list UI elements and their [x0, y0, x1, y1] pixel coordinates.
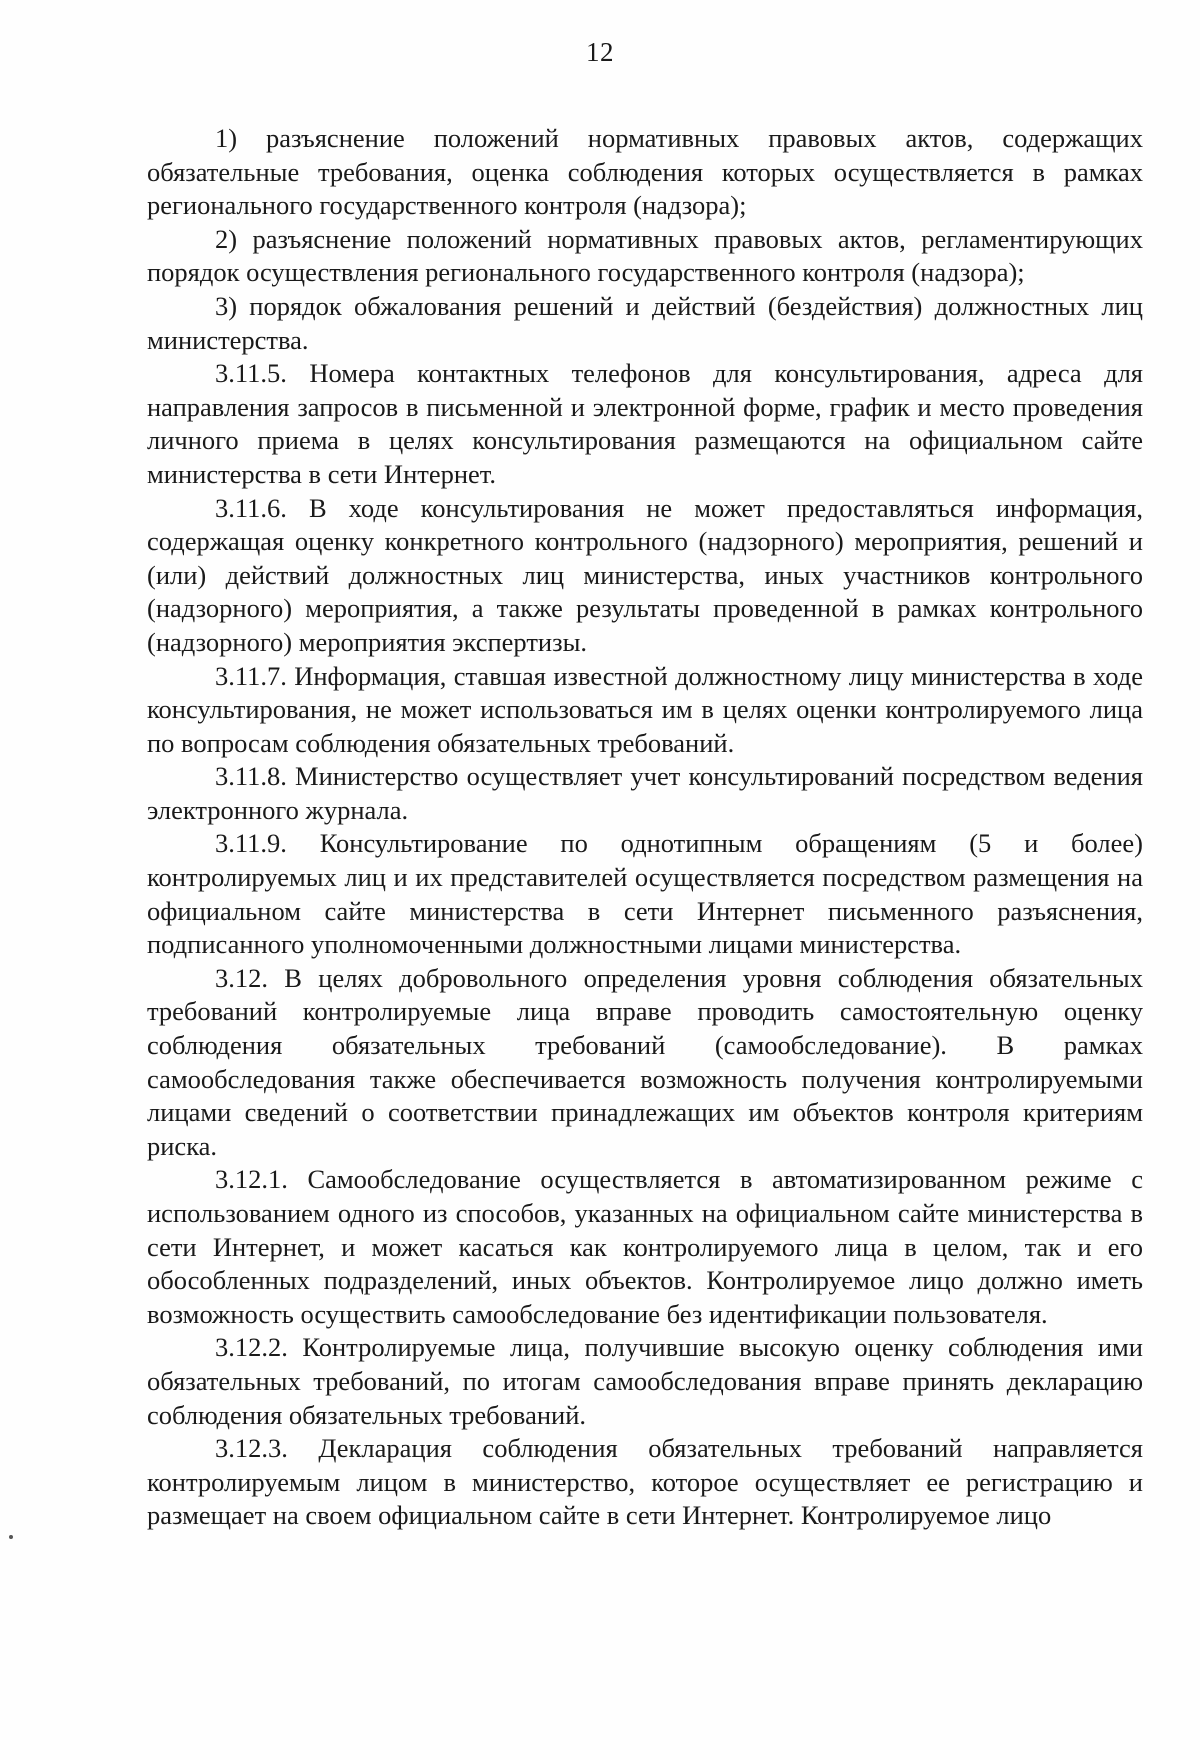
paragraph-3-12-1: 3.12.1. Самообследование осуществляется в автоматизированном режиме с использованием одного из способов, указанных на официальном сайте министерства в сети Интернет, и может касаться как контролируемого лица в целом, так и его обособленных подразделений, иных объектов. Контролируемое лицо должно иметь возможность осуществить самообследование без идентификации пользователя.: [147, 1164, 1143, 1329]
paragraph-3-12: 3.12. В целях добровольного определения уровня соблюдения обязательных требований контролируемые лица вправе проводить самостоятельную оценку соблюдения обязательных требований (самообследование). В рамках самообследования также обеспечивается возможность получения контролируемыми лицами сведений о соответствии принадлежащих им объектов контроля критериям риска.: [147, 962, 1143, 1161]
paragraph-3-11-9: 3.11.9. Консультирование по однотипным обращениям (5 и более) контролируемых лиц и их представителей осуществляется посредством размещения на официальном сайте министерства в сети Интернет письменного разъяснения, подписанного уполномоченными должностными лицами министерства.: [147, 828, 1143, 960]
paragraph-3-11-5: 3.11.5. Номера контактных телефонов для консультирования, адреса для направления запросов в письменной и электронной форме, график и место проведения личного приема в целях консультирования размещаются на официальном сайте министерства в сети Интернет.: [147, 358, 1143, 489]
paragraph-3-11-7: 3.11.7. Информация, ставшая известной должностному лицу министерства в ходе консультирования, не может использоваться им в целях оценки контролируемого лица по вопросам соблюдения обязательных требований.: [147, 660, 1143, 758]
page-number: 12: [586, 37, 614, 67]
paragraph-item-1: 1) разъяснение положений нормативных правовых актов, содержащих обязательные требования, оценка соблюдения которых осуществляется в рамках регионального государственного контроля (надзора);: [147, 123, 1143, 221]
body-text: [147, 122, 1143, 1533]
scan-speck: [9, 1535, 13, 1539]
paragraph-3-11-8: 3.11.8. Министерство осуществляет учет консультирований посредством ведения электронного журнала.: [147, 761, 1143, 825]
paragraph-3-12-3: 3.12.3. Декларация соблюдения обязательных требований направляется контролируемым лицом в министерство, которое осуществляет ее регистрацию и размещает на своем официальном сайте в сети Интернет. Контролируемое лицо: [147, 1433, 1143, 1531]
paragraph-3-12-2: 3.12.2. Контролируемые лица, получившие высокую оценку соблюдения ими обязательных требований, по итогам самообследования вправе принять декларацию соблюдения обязательных требований.: [147, 1332, 1143, 1430]
paragraph-3-11-6: 3.11.6. В ходе консультирования не может предоставляться информация, содержащая оценку конкретного контрольного (надзорного) мероприятия, решений и (или) действий должностных лиц министерства, иных участников контрольного (надзорного) мероприятия, а также результаты проведенной в рамках контрольного (надзорного) мероприятия экспертизы.: [147, 492, 1143, 657]
paragraph-item-3: 3) порядок обжалования решений и действий (бездействия) должностных лиц министерства.: [147, 290, 1143, 355]
paragraph-item-2: 2) разъяснение положений нормативных правовых актов, регламентирующих порядок осуществления регионального государственного контроля (надзора);: [147, 223, 1143, 288]
